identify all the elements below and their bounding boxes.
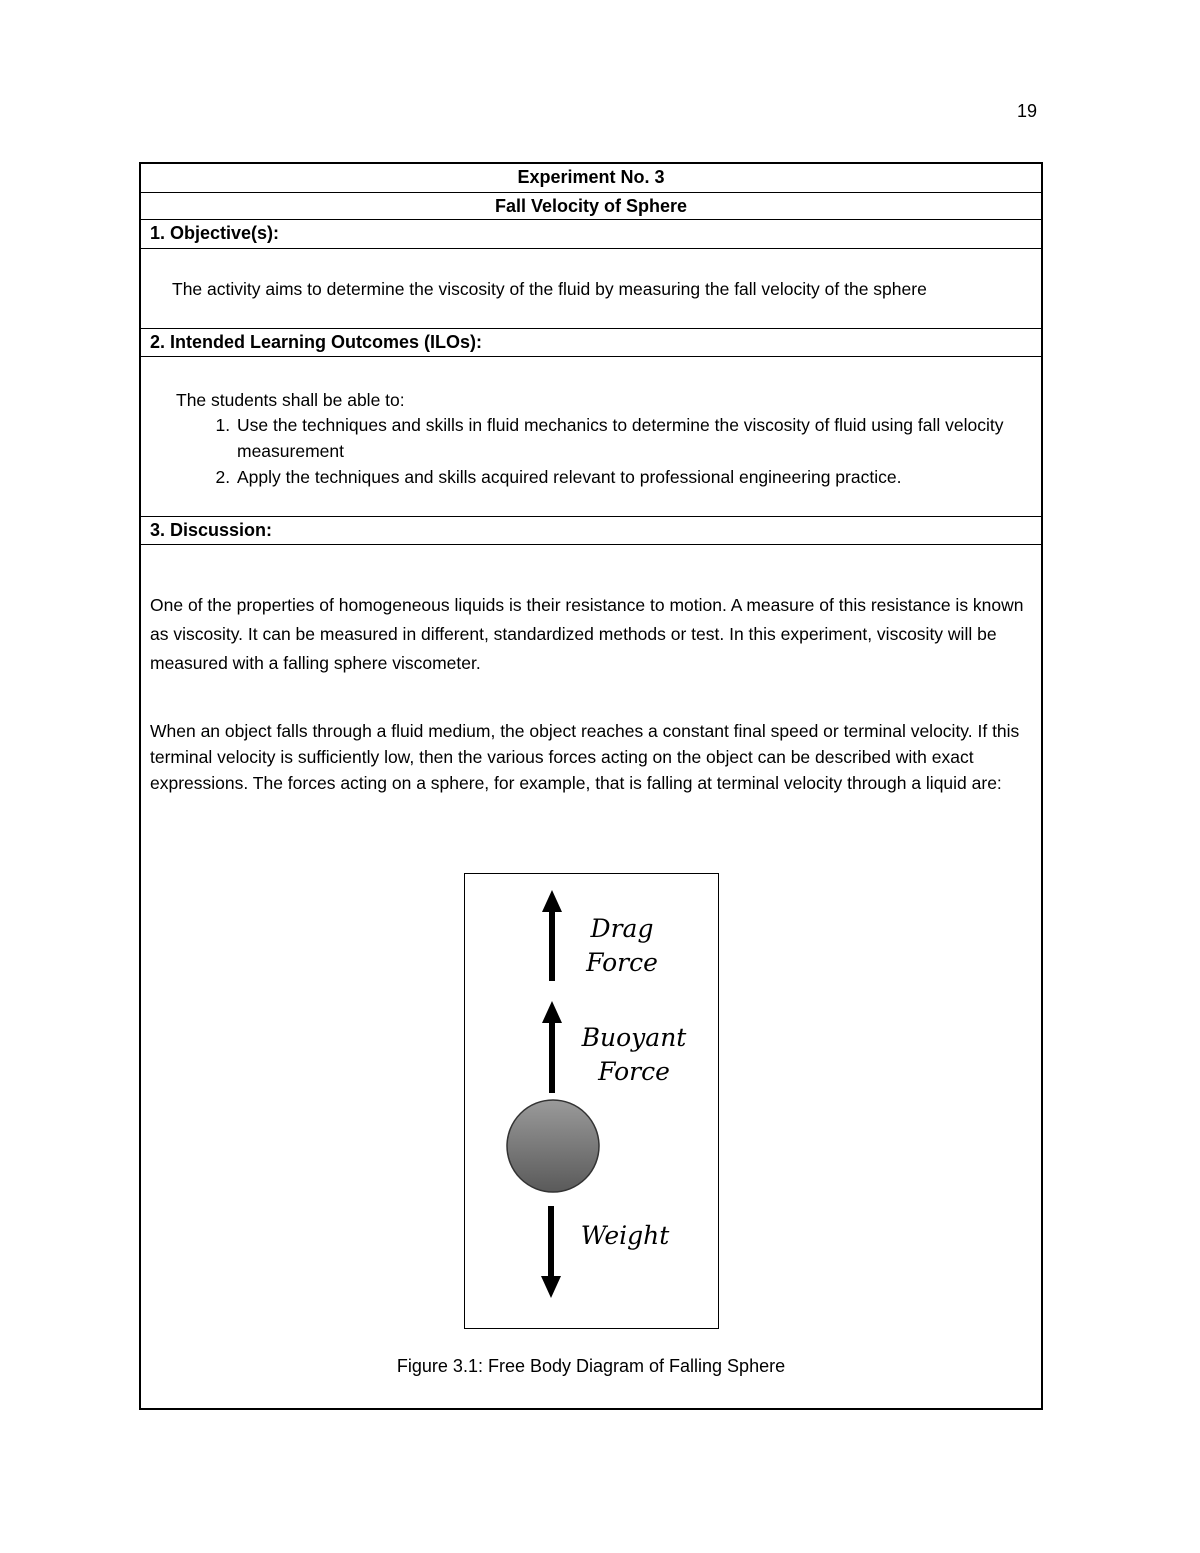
experiment-number: Experiment No. 3 — [141, 164, 1041, 193]
objective-text: The activity aims to determine the viscosity of the fluid by measuring the fall velocity of the sphere — [172, 279, 927, 299]
figure-caption: Figure 3.1: Free Body Diagram of Falling Sphere — [396, 1356, 786, 1376]
discussion-heading: 3. Discussion: — [141, 516, 1041, 545]
ilos-intro: The students shall be able to: — [176, 390, 405, 410]
objective-heading: 1. Objective(s): — [141, 220, 1041, 249]
weight-label: Weight — [580, 1221, 670, 1250]
drag-label-line-1: Drag — [590, 914, 654, 943]
drag-label-line-2: Force — [586, 948, 658, 977]
buoyant-force-label — [569, 1021, 699, 1089]
weight-arrow — [541, 1206, 561, 1298]
experiment-frame — [139, 162, 1043, 1410]
free-body-diagram — [464, 873, 719, 1329]
buoyant-label-line-2: Force — [598, 1057, 670, 1086]
page-number: 19 — [1017, 101, 1038, 121]
ilo-item-1: 1. Use the techniques and skills in fluid mechanics to determine the viscosity of fluid using fall velocity measurement — [235, 412, 1055, 464]
experiment-title: Fall Velocity of Sphere — [141, 193, 1041, 220]
ilo-item-2: 2. Apply the techniques and skills acquired relevant to professional engineering practice. — [235, 464, 1055, 490]
sphere — [507, 1100, 599, 1192]
ilos-heading: 2. Intended Learning Outcomes (ILOs): — [141, 328, 1041, 357]
buoyant-force-arrow — [542, 1001, 562, 1093]
ilos-list — [193, 412, 1055, 490]
buoyant-label-line-1: Buoyant — [581, 1023, 687, 1052]
drag-force-label — [567, 912, 677, 980]
drag-force-arrow — [542, 890, 562, 981]
discussion-paragraph-2: When an object falls through a fluid medium, the object reaches a constant final speed or terminal velocity. If this terminal velocity is sufficiently low, then the various forces acting on the object can be described with exact expressions. The forces acting on a sphere, for example, that is falling at terminal velocity through a liquid are: — [150, 721, 1020, 793]
discussion-paragraph-1: One of the properties of homogeneous liquids is their resistance to motion. A measure of this resistance is known as viscosity. It can be measured in different, standardized methods or test. In this experiment, viscosity will be measured with a falling sphere viscometer. — [150, 595, 1024, 673]
